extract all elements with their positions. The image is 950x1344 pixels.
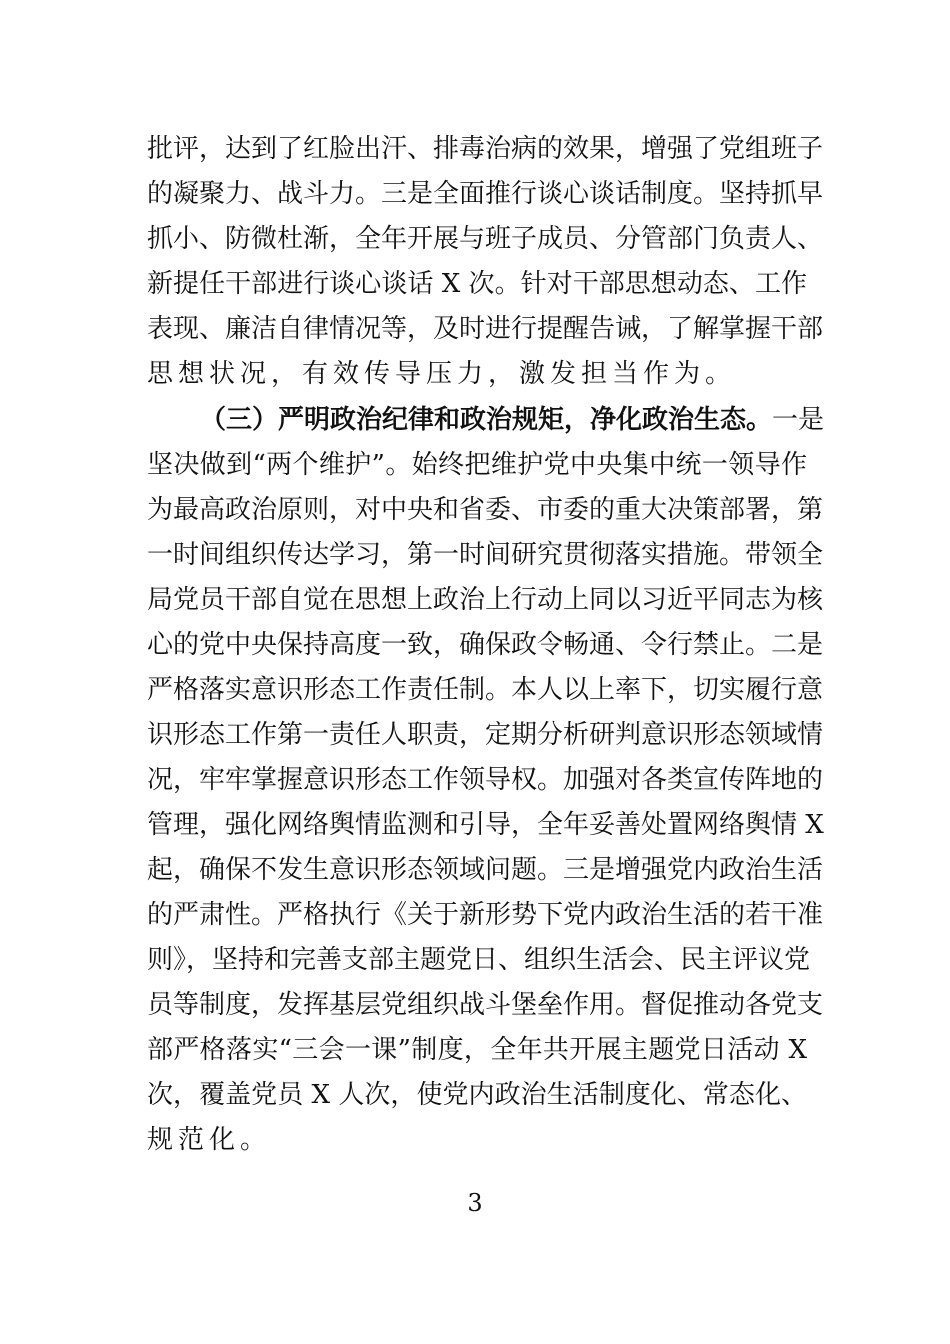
paragraph-2-line-14: 部严格落实“三会一课”制度，全年共开展主题党日活动 X bbox=[147, 1035, 807, 1065]
section-heading: （三）严明政治纪律和政治规矩，净化政治生态。 bbox=[200, 405, 773, 435]
paragraph-1-line-1: 批评，达到了红脸出汗、排毒治病的效果，增强了党组班子 bbox=[147, 134, 824, 164]
paragraph-2-line-8: 况，牢牢掌握意识形态工作领导权。加强对各类宣传阵地的 bbox=[147, 765, 824, 795]
paragraph-2-line-4: 局党员干部自觉在思想上政治上行动上同以习近平同志为核 bbox=[147, 585, 824, 615]
paragraph-2-first-line-rest: 一是 bbox=[772, 405, 825, 435]
paragraph-2-line-1: 坚决做到“两个维护”。始终把维护党中央集中统一领导作 bbox=[147, 450, 807, 480]
paragraph-1-line-5: 表现、廉洁自律情况等，及时进行提醒告诫，了解掌握干部 bbox=[147, 314, 824, 344]
paragraph-2-line-6: 严格落实意识形态工作责任制。本人以上率下，切实履行意 bbox=[147, 675, 824, 705]
paragraph-2-line-2: 为最高政治原则，对中央和省委、市委的重大决策部署，第 bbox=[147, 495, 824, 525]
paragraph-2-line-12: 则》，坚持和完善支部主题党日、组织生活会、民主评议党 bbox=[147, 945, 811, 975]
paragraph-2-line-11: 的严肃性。严格执行《关于新形势下党内政治生活的若干准 bbox=[147, 900, 824, 930]
paragraph-1-line-4: 新提任干部进行谈心谈话 X 次。针对干部思想动态、工作 bbox=[147, 269, 807, 299]
paragraph-1-line-6: 思想状况，有效传导压力，激发担当作为。 bbox=[147, 359, 737, 389]
page-number: 3 bbox=[467, 1189, 483, 1217]
paragraph-2-line-10: 起，确保不发生意识形态领域问题。三是增强党内政治生活 bbox=[147, 855, 824, 885]
paragraph-2-line-5: 心的党中央保持高度一致，确保政令畅通、令行禁止。二是 bbox=[147, 630, 824, 660]
paragraph-2-line-15: 次，覆盖党员 X 人次，使党内政治生活制度化、常态化、 bbox=[147, 1080, 807, 1110]
paragraph-1-line-3: 抓小、防微杜渐，全年开展与班子成员、分管部门负责人、 bbox=[147, 224, 824, 254]
paragraph-2-first-line bbox=[200, 398, 825, 443]
paragraph-2-line-3: 一时间组织传达学习，第一时间研究贯彻落实措施。带领全 bbox=[147, 540, 824, 570]
paragraph-1-line-2: 的凝聚力、战斗力。三是全面推行谈心谈话制度。坚持抓早 bbox=[147, 179, 824, 209]
paragraph-2-line-16: 规范化。 bbox=[147, 1125, 272, 1155]
paragraph-2-line-7: 识形态工作第一责任人职责，定期分析研判意识形态领域情 bbox=[147, 720, 824, 750]
paragraph-2-line-13: 员等制度，发挥基层党组织战斗堡垒作用。督促推动各党支 bbox=[147, 990, 824, 1020]
paragraph-2-line-9: 管理，强化网络舆情监测和引导，全年妥善处置网络舆情 X bbox=[147, 810, 824, 840]
